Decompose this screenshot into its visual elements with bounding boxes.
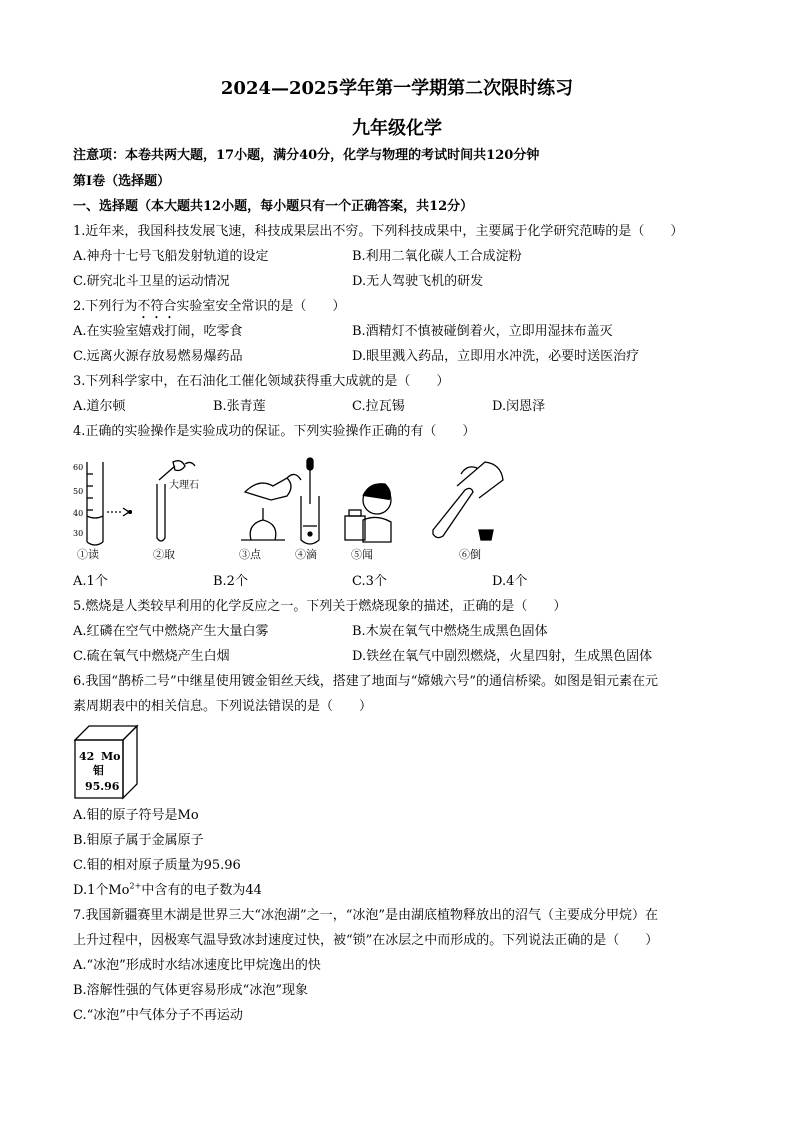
q5-option-a: A.红磷在空气中燃烧产生大量白雾 xyxy=(73,624,269,639)
exam-subtitle: 九年级化学 xyxy=(352,118,442,139)
dropper-illustration xyxy=(301,458,319,544)
q3-option-c: C.拉瓦锡 xyxy=(352,399,405,414)
q5-option-c: C.硫在氧气中燃烧产生白烟 xyxy=(73,649,230,664)
q1-option-b: B.利用二氧化碳人工合成淀粉 xyxy=(352,249,522,264)
smelling-illustration xyxy=(345,484,391,542)
q6-stem-line1: 6.我国“鹊桥二号”中继星使用镀金钼丝天线，搭建了地面与“嫦娥六号”的通信桥梁。如图是钼元素在元 xyxy=(73,674,658,689)
q1-option-a: A.神舟十七号飞船发射轨道的设定 xyxy=(73,249,269,264)
q7-option-b: B.溶解性强的气体更容易形成“冰泡”现象 xyxy=(73,983,308,998)
q6-option-d-post: 中含有的电子数为44 xyxy=(141,883,262,898)
q6-option-a: A.钼的原子符号是Mo xyxy=(73,808,199,823)
caption-light: ③点 xyxy=(239,548,261,561)
q2-option-d: D.眼里溅入药品，立即用水冲洗，必要时送医治疗 xyxy=(352,349,640,364)
caption-read: ①读 xyxy=(77,548,99,561)
lab-operations-figure xyxy=(73,456,510,564)
caption-smell: ⑤闻 xyxy=(351,548,373,561)
q3-option-b: B.张青莲 xyxy=(213,399,266,414)
atomic-number: 42 xyxy=(79,750,95,763)
q5-stem: 5.燃烧是人类较早利用的化学反应之一。下列关于燃烧现象的描述，正确的是（ ） xyxy=(73,599,567,614)
q4-option-b: B.2个 xyxy=(213,574,248,589)
q3-option-d: D.闵恩泽 xyxy=(492,399,546,414)
q6-option-b: B.钼原子属于金属原子 xyxy=(73,833,204,848)
q2-stem xyxy=(73,299,345,322)
burner-lighting-illustration xyxy=(241,474,301,540)
section-heading: 一、选择题（本大题共12小题，每小题只有一个正确答案，共12分） xyxy=(73,199,474,214)
q3-stem: 3.下列科学家中，在石油化工催化领域获得重大成就的是（ ） xyxy=(73,374,450,389)
q2-stem-pre: 2.下列行为 xyxy=(73,299,138,314)
q4-stem: 4.正确的实验操作是实验成功的保证。下列实验操作正确的有（ ） xyxy=(73,424,476,439)
scale-tick-50: 50 xyxy=(73,487,84,496)
q7-stem-line2: 上升过程中，因极寒气温导致冰封速度过快，被“锁”在冰层之中而形成的。下列说法正确的是（ ） xyxy=(73,933,659,948)
cylinder-reading-illustration xyxy=(87,462,132,545)
q7-stem-line1: 7.我国新疆赛里木湖是世界三大“冰泡湖”之一，“冰泡”是由湖底植物释放出的沼气（主要成分甲烷）在 xyxy=(73,908,658,923)
caption-take: ②取 xyxy=(153,548,175,561)
ion-charge: 2+ xyxy=(129,881,142,891)
q6-option-d xyxy=(73,883,262,899)
marble-taking-illustration xyxy=(157,461,195,541)
atomic-mass: 95.96 xyxy=(85,780,120,793)
caption-pour: ⑥倒 xyxy=(459,548,481,561)
q4-option-d: D.4个 xyxy=(492,574,528,589)
marble-label: 大理石 xyxy=(169,480,199,491)
periodic-table-cell xyxy=(73,724,139,800)
element-symbol: Mo xyxy=(101,750,121,763)
q7-option-c: C.“冰泡”中气体分子不再运动 xyxy=(73,1008,243,1023)
q2-stem-post: 实验室安全常识的是（ ） xyxy=(176,299,346,314)
volume-heading: 第Ⅰ卷（选择题） xyxy=(73,174,171,189)
scale-tick-60: 60 xyxy=(73,463,84,472)
q1-option-c: C.研究北斗卫星的运动情况 xyxy=(73,274,230,289)
q2-option-c: C.远离火源存放易燃易爆药品 xyxy=(73,349,243,364)
exam-title: 2024—2025学年第一学期第二次限时练习 xyxy=(220,78,574,99)
element-name: 钼 xyxy=(93,764,104,777)
q2-option-a: A.在实验室嬉戏打闹，吃零食 xyxy=(73,324,243,339)
q2-option-b: B.酒精灯不慎被碰倒着火，立即用湿抹布盖灭 xyxy=(352,324,613,339)
q4-option-a: A.1个 xyxy=(73,574,108,589)
pouring-illustration xyxy=(433,462,503,540)
q3-option-a: A.道尔顿 xyxy=(73,399,126,414)
scale-tick-30: 30 xyxy=(73,529,84,538)
q6-option-d-pre: D.1个Mo xyxy=(73,883,130,898)
q5-option-b: B.木炭在氧气中燃烧生成黑色固体 xyxy=(352,624,548,639)
q1-stem: 1.近年来，我国科技发展飞速，科技成果层出不穷。下列科技成果中，主要属于化学研究范畴的是（ ） xyxy=(73,224,684,239)
q1-option-d: D.无人驾驶飞机的研发 xyxy=(352,274,484,289)
q6-option-c: C.钼的相对原子质量为95.96 xyxy=(73,858,241,873)
notice: 注意项：本卷共两大题，17小题，满分40分，化学与物理的考试时间共120分钟 xyxy=(73,148,540,163)
q2-stem-emphasis: 不符合 xyxy=(137,299,177,314)
q7-option-a: A.“冰泡”形成时水结冰速度比甲烷逸出的快 xyxy=(73,958,321,973)
q4-option-c: C.3个 xyxy=(352,574,387,589)
scale-tick-40: 40 xyxy=(73,509,84,518)
q6-stem-line2: 素周期表中的相关信息。下列说法错误的是（ ） xyxy=(73,699,373,714)
caption-drop: ④滴 xyxy=(295,548,317,561)
q5-option-d: D.铁丝在氧气中剧烈燃烧，火星四射，生成黑色固体 xyxy=(352,649,653,664)
